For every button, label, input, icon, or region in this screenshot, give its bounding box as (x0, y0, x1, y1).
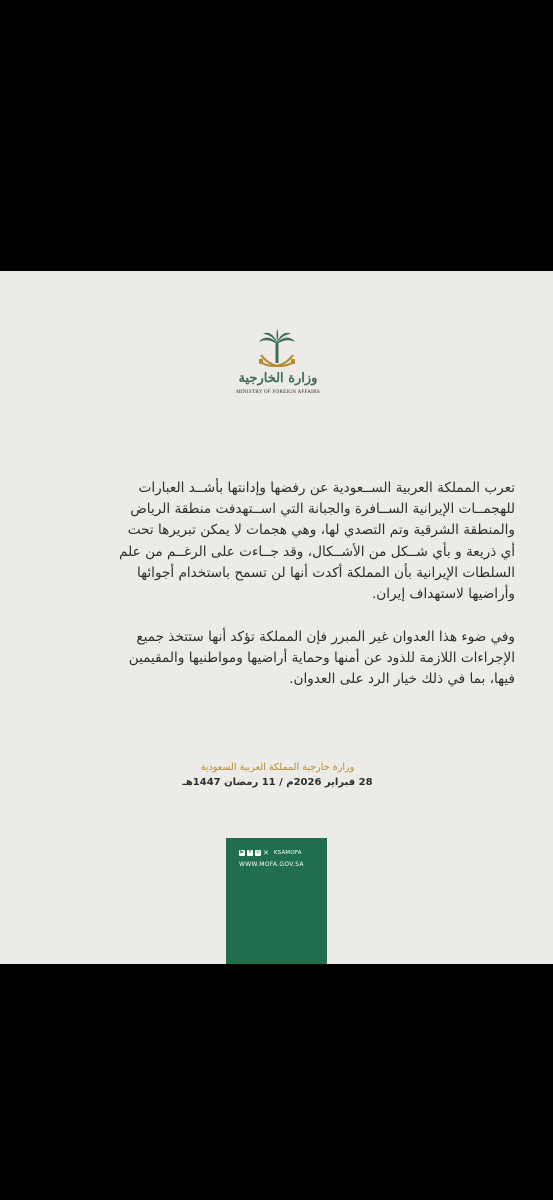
paragraph-line: تعرب المملكة العربية الســعودية عن رفضها وإدانتها بأشــد العبارات (138, 480, 515, 496)
statement-paragraph-2 (38, 627, 515, 691)
ministry-logo-english: MINISTRY OF FOREIGN AFFAIRS (236, 389, 320, 395)
ministry-logo-arabic: وزارة الخارجية (238, 371, 318, 386)
paragraph-line: والمنطقة الشرقية وتم التصدي لها، وهي هجمات لا يمكن تبريرها تحت (127, 522, 515, 539)
x-icon[interactable]: ✕ (263, 849, 269, 857)
social-links (239, 849, 302, 857)
paragraph-line: السلطات الإيرانية بأن المملكة أكدت أنها لن تسمح باستخدام أجوائها (136, 564, 515, 581)
social-handle: KSAMOFA (273, 850, 302, 856)
paragraph-line: فيها، بما في ذلك خيار الرد على العدوان. (289, 671, 515, 688)
instagram-icon[interactable]: ◎ (256, 850, 260, 855)
paragraph-line: الإجراءات اللازمة للذود عن أمنها وحماية أراضيها ومواطنيها والمقيمين (128, 650, 515, 667)
paragraph-line: للهجمــات الإيرانية الســافرة والجبانة التي اســتهدفت منطقة الرياض (130, 501, 515, 518)
statement-paragraph-1 (38, 478, 515, 605)
footer-card (226, 838, 327, 964)
signature-issuer: وزارة خارجية المملكة العربية السعودية (200, 762, 355, 773)
youtube-icon[interactable]: ▶ (240, 850, 244, 855)
paragraph-line: وفي ضوء هذا العدوان غير المبرر فإن المملكة تؤكد أنها ستتخذ جميع (136, 629, 515, 645)
statement-document (0, 271, 553, 964)
facebook-icon[interactable]: f (247, 850, 253, 856)
paragraph-line: أي ذريعة و بأي شــكل من الأشــكال، وقد جــاءت على الرغــم من علم (119, 543, 515, 560)
paragraph-line: وأراضيها لاستهداف إيران. (371, 586, 515, 603)
signature-date: 28 فبراير 2026م / 11 رمضان 1447هـ (182, 777, 373, 788)
signature-block (160, 760, 395, 790)
saudi-emblem-icon (256, 329, 298, 375)
website-link[interactable]: WWW.MOFA.GOV.SA (239, 861, 304, 868)
